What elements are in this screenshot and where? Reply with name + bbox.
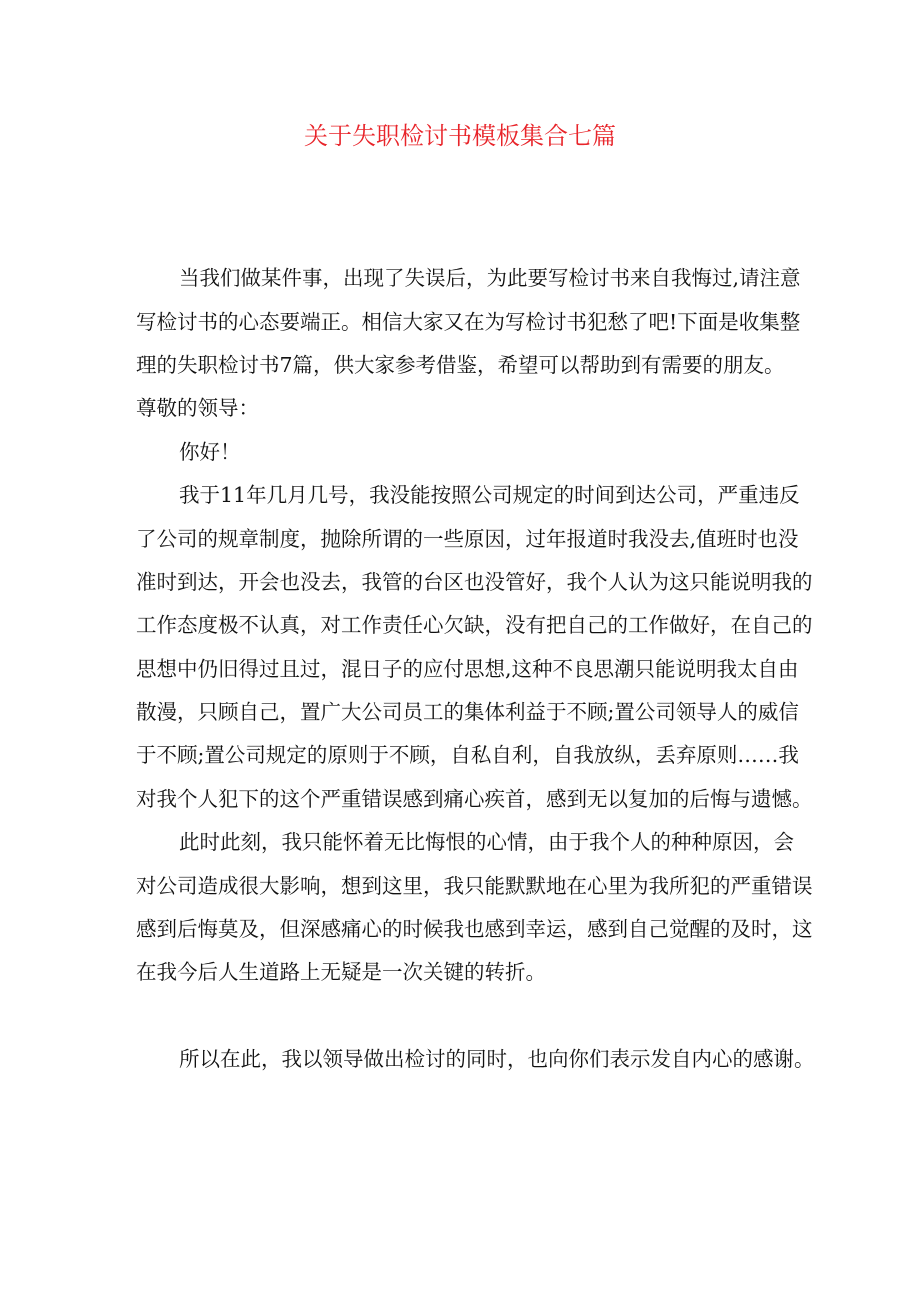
text-line: 准时到达，开会也没去，我管的台区也没管好，我个人认为这只能说明我的	[136, 570, 813, 594]
text-line: 此时此刻，我只能怀着无比悔恨的心情，由于我个人的种种原因，会	[179, 830, 794, 854]
greeting: 你好！	[179, 440, 241, 464]
text-line: 思想中仍旧得过且过，混日子的应付思想,这种不良思潮只能说明我太自由	[136, 657, 799, 681]
text-line: 我于11年几月几号，我没能按照公司规定的时间到达公司，严重违反	[179, 483, 800, 507]
text-line: 对公司造成很大影响，想到这里，我只能默默地在心里为我所犯的严重错误	[136, 874, 813, 898]
text-line: 于不顾;置公司规定的原则于不顾，自私自利，自我放纵，丢弃原则……我	[136, 743, 799, 767]
text-line: 理的失职检讨书7篇，供大家参考借鉴，希望可以帮助到有需要的朋友。	[136, 353, 785, 377]
text-line: 散漫，只顾自己，置广大公司员工的集体利益于不顾;置公司领导人的威信	[136, 700, 799, 724]
salutation: 尊敬的领导：	[136, 396, 259, 420]
text-line: 对我个人犯下的这个严重错误感到痛心疾首，感到无以复加的后悔与遗憾。	[136, 787, 813, 811]
text-line: 了公司的规章制度，抛除所谓的一些原因，过年报道时我没去,值班时也没	[136, 527, 799, 551]
document-title: 关于失职检讨书模板集合七篇	[304, 122, 616, 150]
text-line: 当我们做某件事，出现了失误后，为此要写检讨书来自我悔过,请注意	[179, 266, 801, 290]
text-line: 工作态度极不认真，对工作责任心欠缺，没有把自己的工作做好，在自己的	[136, 613, 813, 637]
text-line: 写检讨书的心态要端正。相信大家又在为写检讨书犯愁了吧!下面是收集整	[136, 310, 801, 334]
text-line: 感到后悔莫及，但深感痛心的时候我也感到幸运，感到自己觉醒的及时，这	[136, 917, 813, 941]
text-line: 在我今后人生道路上无疑是一次关键的转折。	[136, 960, 546, 984]
text-line: 所以在此，我以领导做出检讨的同时，也向你们表示发自内心的感谢。	[179, 1047, 815, 1071]
